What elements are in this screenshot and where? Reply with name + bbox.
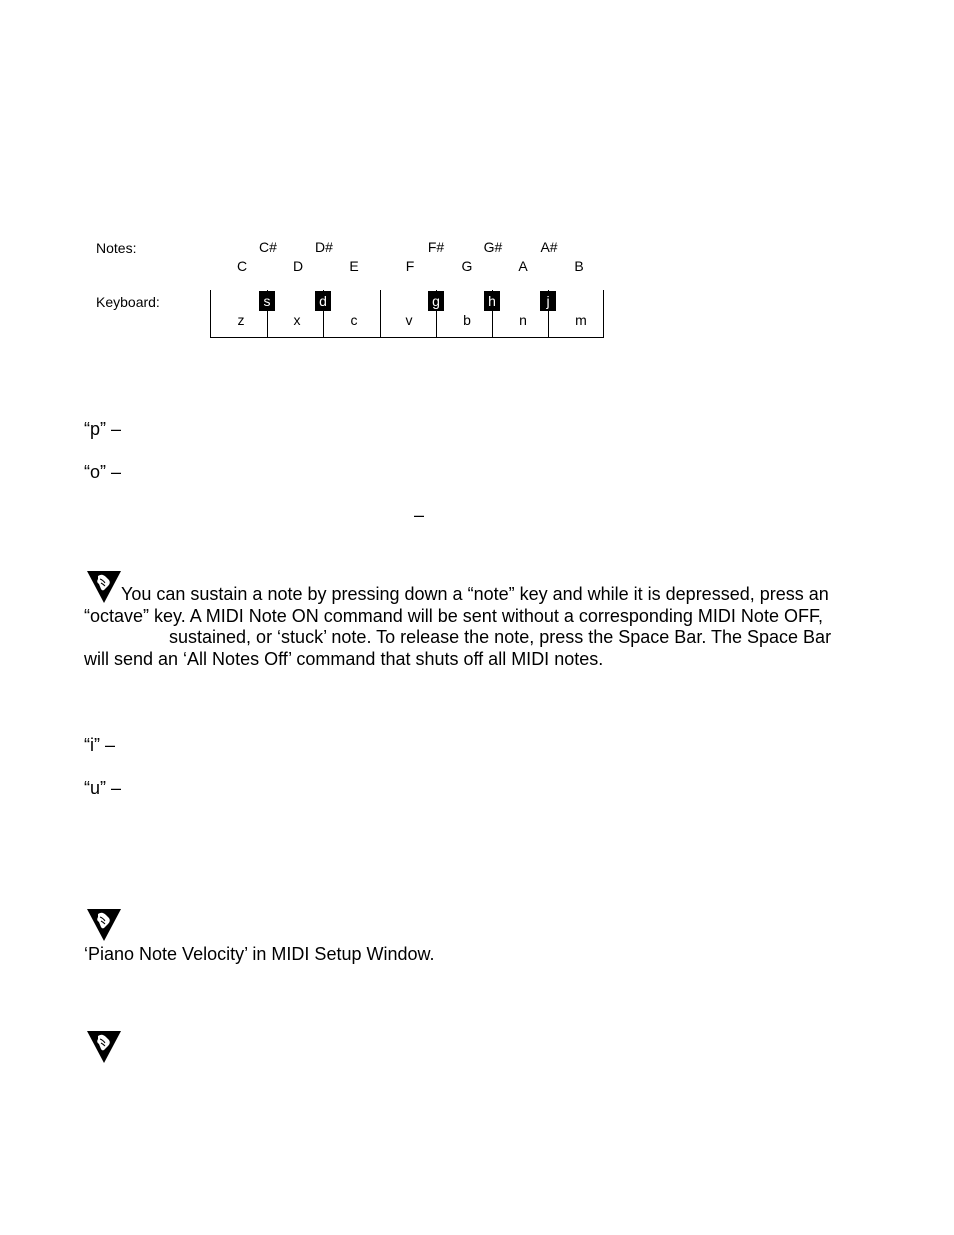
white-key-x: x [293,312,301,328]
note-label-c: C [236,258,248,274]
black-key-d: d [315,291,331,311]
note-label-f: F [405,258,415,274]
white-key-z: z [237,312,245,328]
note-label-a: A [518,258,528,274]
velocity-key-i: “i” – [84,735,115,755]
tip1-line4: will send an ‘All Notes Off’ command that shuts off all MIDI notes. [84,649,604,669]
note-label-c-sharp: C# [259,239,277,255]
tip1-line1: You can sustain a note by pressing down a “note” key and while it is depressed, press an [121,584,829,604]
keyboard-diagram [210,290,604,338]
white-key-v: v [405,312,413,328]
black-key-s: s [259,291,275,311]
velocity-key-u: “u” – [84,778,122,798]
note-label-d: D [292,258,304,274]
octave-key-o: “o” – [84,462,122,482]
note-label-g-sharp: G# [483,239,503,255]
keyboard-label: Keyboard: [96,294,160,310]
note-label-g: G [461,258,473,274]
stray-dash: – [414,505,425,525]
note-label-d-sharp: D# [315,239,333,255]
black-key-g: g [428,291,444,311]
note-label-b: B [574,258,584,274]
tip1-line2: “octave” key. A MIDI Note ON command will be sent without a corresponding MIDI Note OFF, [84,606,823,626]
note-label-f-sharp: F# [427,239,445,255]
note-label-a-sharp: A# [540,239,558,255]
white-key-b: b [463,312,471,328]
white-key-m: m [575,312,587,328]
tip1-line3: sustained, or ‘stuck’ note. To release the note, press the Space Bar. The Space Bar [169,627,832,647]
hand-pointing-down-icon [86,1030,122,1064]
notes-label: Notes: [96,240,137,256]
note-label-e: E [349,258,359,274]
white-key-n: n [519,312,527,328]
tip2-line1: ‘Piano Note Velocity’ in MIDI Setup Window. [84,944,435,964]
white-key-c: c [350,312,358,328]
black-key-h: h [484,291,500,311]
key-divider [380,290,381,337]
hand-pointing-down-icon [86,570,122,604]
hand-pointing-down-icon [86,908,122,942]
black-key-j: j [540,291,556,311]
octave-key-p: “p” – [84,419,122,439]
